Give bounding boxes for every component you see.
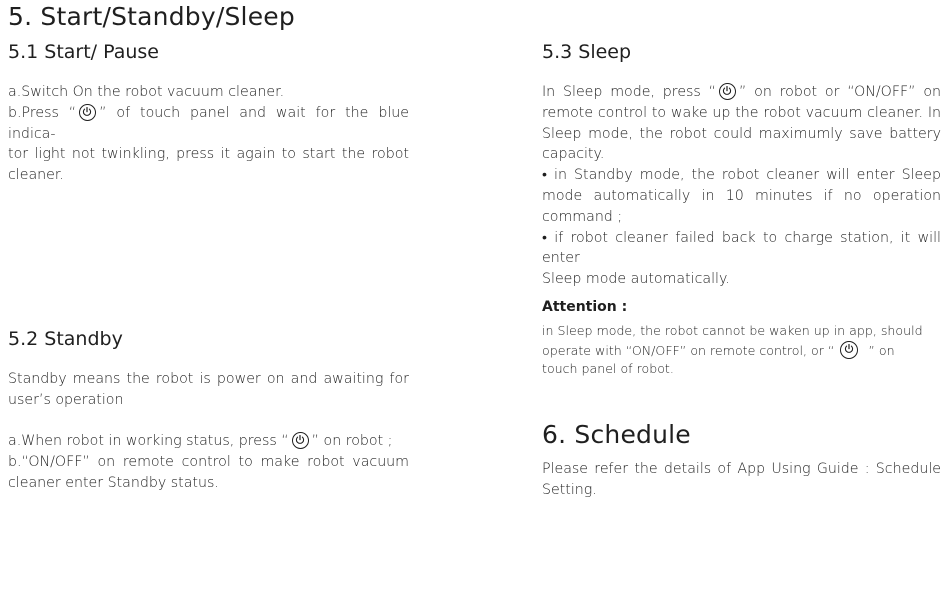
attention-title: Attention : (542, 299, 628, 315)
start-line-b2: tor light not twinkling, press it again to start the robot (8, 146, 409, 163)
sleep-line-3: Sleep mode, the robot could maximumly save battery (542, 125, 941, 142)
schedule-line-2: Setting. (542, 481, 597, 498)
standby-steps (8, 431, 409, 493)
sleep-line-8: • if robot cleaner failed back to charge station, it will enter (542, 229, 941, 267)
standby-intro (8, 369, 409, 411)
start-b-post: ” of touch panel and wait for the blue indica- (8, 104, 409, 142)
power-icon (719, 83, 736, 100)
section-5-3-title: 5.3 Sleep (542, 41, 632, 63)
schedule-text (542, 459, 941, 501)
sleep-line-1 (542, 82, 941, 103)
standby-line-b1: b.“ON/OFF” on remote control to make robot vacuum (8, 453, 409, 470)
sleep-line-4: capacity. (542, 146, 605, 163)
start-line-b (8, 103, 409, 145)
sleep-l1-post: ” on robot or “ON/OFF” on (739, 84, 941, 100)
sleep-line-7: command ; (542, 208, 623, 225)
standby-a-pre: a.When robot in working status, press “ (8, 433, 289, 449)
start-line-b3: cleaner. (8, 167, 64, 184)
standby-line-b2: cleaner enter Standby status. (8, 474, 219, 491)
attention-text (542, 322, 941, 379)
section-6-title: 6. Schedule (542, 420, 691, 449)
section-5-title: 5. Start/Standby/Sleep (8, 2, 295, 31)
power-icon (79, 104, 96, 121)
sleep-l1-pre: In Sleep mode, press “ (542, 84, 716, 100)
sleep-line-6: mode automatically in 10 minutes if no operation (542, 187, 941, 204)
attention-line-3: touch panel of robot. (542, 361, 674, 377)
attention-l2-pre: operate with “ON/OFF” on remote control, or “ (542, 342, 835, 358)
section-5-2-title: 5.2 Standby (8, 328, 123, 350)
standby-a-post: ” on robot ; (311, 433, 393, 449)
sleep-line-5: • in Standby mode, the robot cleaner will enter Sleep (542, 167, 941, 184)
power-icon (840, 341, 858, 359)
standby-line-a (8, 431, 409, 452)
sleep-text (542, 82, 941, 290)
attention-l2-post: ” on (868, 342, 895, 358)
power-icon (292, 432, 309, 449)
attention-line-2 (542, 341, 941, 361)
attention-line-1: in Sleep mode, the robot cannot be waken up in app, should (542, 323, 923, 338)
start-line-a: a.Switch On the robot vacuum cleaner. (8, 84, 285, 100)
standby-intro-line2: user’s operation (8, 391, 124, 408)
sleep-line-9: Sleep mode automatically. (542, 271, 730, 288)
section-5-1-title: 5.1 Start/ Pause (8, 41, 159, 63)
schedule-line-1: Please refer the details of App Using Guide : Schedule (542, 461, 941, 477)
start-pause-text (8, 82, 409, 186)
standby-intro-line1: Standby means the robot is power on and awaiting for (8, 371, 409, 387)
start-b-pre: b.Press “ (8, 104, 77, 121)
sleep-line-2: remote control to wake up the robot vacuum cleaner. In (542, 104, 941, 121)
